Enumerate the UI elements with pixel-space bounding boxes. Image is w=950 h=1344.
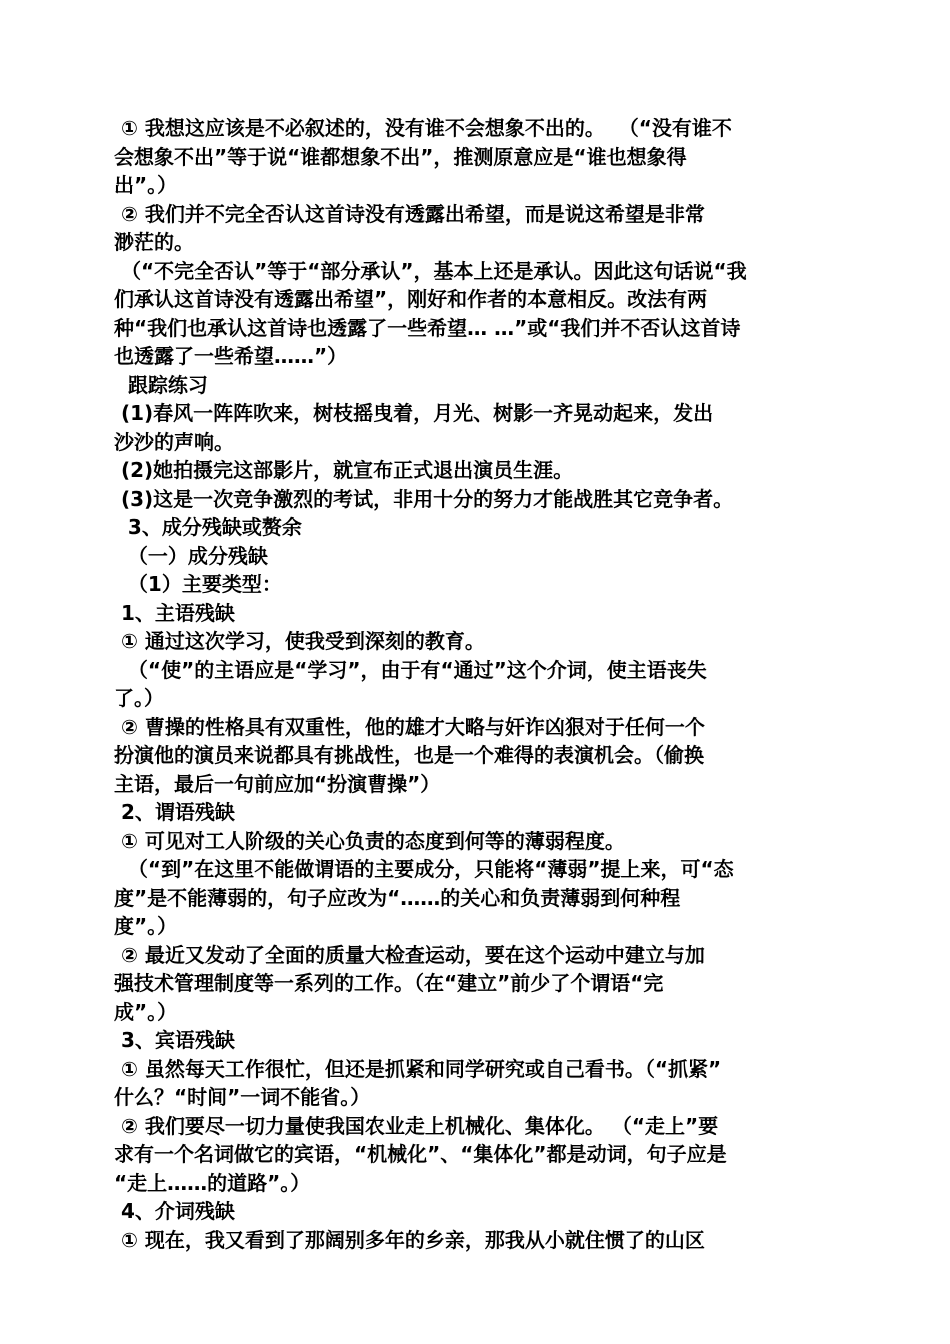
text-line: （“使”的主语应是“学习”，由于有“通过”这个介词，使主语丧失 [114, 657, 707, 682]
text-line: “走上……的道路”。） [114, 1170, 311, 1195]
section-heading: 3、成分残缺或赘余 [114, 515, 302, 539]
section-heading: 跟踪练习 [114, 372, 208, 397]
text-line: （“到”在这里不能做谓语的主要成分，只能将“薄弱”提上来，可“态 [114, 857, 734, 881]
text-line: (3)这是一次竞争激烈的考试，非用十分的努力才能战胜其它竞争者。 [114, 486, 734, 511]
text-line: (1)春风一阵阵吹来，树枝摇曳着，月光、树影一齐晃动起来，发出 [114, 401, 714, 425]
text-line: 种“我们也承认这首诗也透露了一些希望… …”或“我们并不否认这首诗 [114, 315, 741, 340]
section-heading: 1、主语残缺 [114, 600, 235, 625]
text-line: ② 我们并不完全否认这首诗没有透露出希望，而是说这希望是非常 [114, 201, 705, 226]
section-heading: 3、宾语残缺 [114, 1028, 235, 1052]
text-line: （“不完全否认”等于“部分承认”，基本上还是承认。因此这句话说“我 [114, 258, 747, 283]
text-line: 扮演他的演员来说都具有挑战性，也是一个难得的表演机会。（偷换 [114, 743, 704, 767]
text-line: 也透露了一些希望……”） [114, 344, 348, 368]
text-line: 们承认这首诗没有透露出希望”，刚好和作者的本意相反。改法有两 [114, 287, 708, 311]
text-line: ① 通过这次学习，使我受到深刻的教育。 [114, 629, 485, 653]
text-line: 度”。） [114, 914, 178, 938]
text-line: ② 我们要尽一切力量使我国农业走上机械化、集体化。 （“走上”要 [114, 1113, 719, 1138]
text-line: 成”。） [114, 999, 178, 1024]
text-line: 主语，最后一句前应加“扮演曹操”） [114, 771, 441, 796]
text-line: ① 我想这应该是不必叙述的，没有谁不会想象不出的。 （“没有谁不 [114, 116, 732, 140]
section-heading: （1）主要类型： [114, 572, 282, 596]
text-line: ① 现在，我又看到了那阔别多年的乡亲，那我从小就住惯了的山区 [114, 1227, 705, 1252]
text-line: 会想象不出”等于说“谁都想象不出”，推测原意应是“谁也想象得 [114, 144, 687, 169]
text-line: 了。） [114, 686, 164, 710]
text-line: ② 曹操的性格具有双重性，他的雄才大略与奸诈凶狠对于任何一个 [114, 714, 705, 739]
document-body [114, 114, 838, 1254]
section-heading: （一）成分残缺 [114, 543, 268, 568]
text-line: 强技术管理制度等一系列的工作。（在“建立”前少了个谓语“完 [114, 971, 664, 995]
text-line: ① 虽然每天工作很忙，但还是抓紧和同学研究或自己看书。（“抓紧” [114, 1056, 722, 1081]
text-line: 沙沙的声响。 [114, 429, 234, 454]
text-line: 求有一个名词做它的宾语，“机械化”、“集体化”都是动词，句子应是 [114, 1142, 727, 1166]
section-heading: 2、谓语残缺 [114, 800, 235, 824]
text-line: 度”是不能薄弱的，句子应改为“……的关心和负责薄弱到何种程 [114, 885, 681, 910]
section-heading: 4、介词残缺 [114, 1199, 235, 1223]
text-line: ② 最近又发动了全面的质量大检查运动，要在这个运动中建立与加 [114, 942, 705, 967]
text-line: 渺茫的。 [114, 230, 194, 254]
text-line: ① 可见对工人阶级的关心负责的态度到何等的薄弱程度。 [114, 828, 625, 853]
text-line: 出”。） [114, 173, 178, 197]
text-line: (2)她拍摄完这部影片，就宣布正式退出演员生涯。 [114, 458, 574, 482]
text-line: 什么？“时间”一词不能省。） [114, 1085, 371, 1109]
